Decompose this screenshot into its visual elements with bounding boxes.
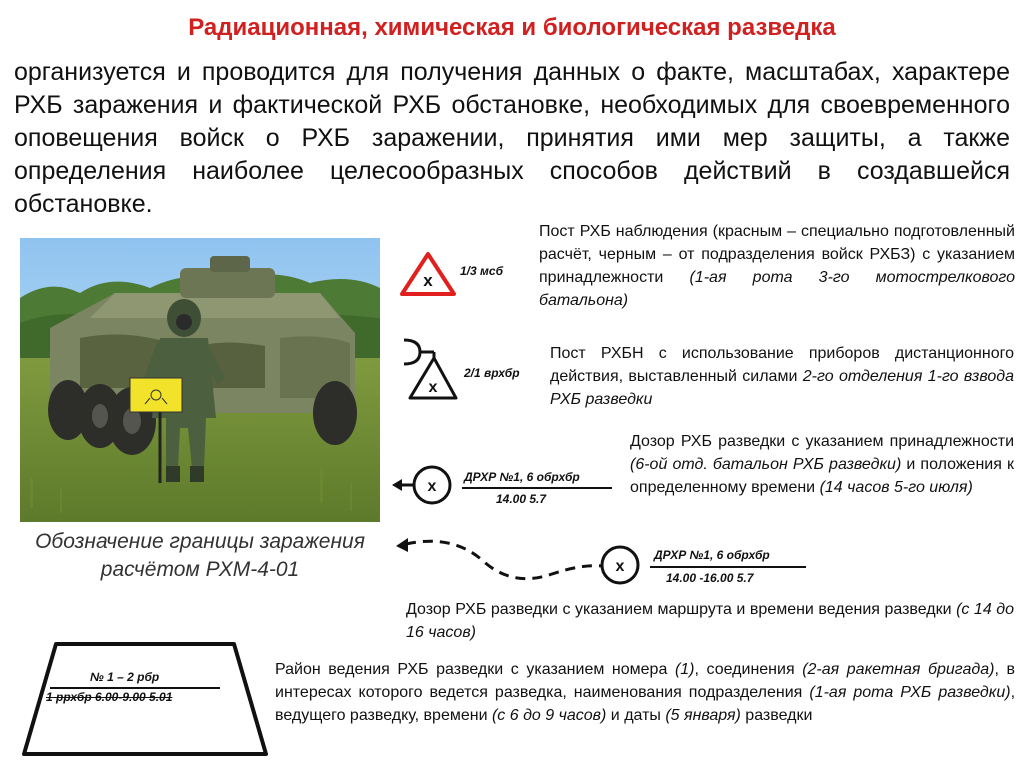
page-title: Радиационная, химическая и биологическая разведка — [188, 14, 836, 41]
description-part: , соединения — [694, 661, 803, 678]
rkhb-post-red-triangle-icon — [398, 250, 458, 298]
photo-armored-vehicle-soldier — [20, 238, 380, 522]
description-part: Пост РХБН с использование приборов дистанционного действия, выставленный силами — [550, 345, 1014, 385]
symbol-label: ДРХР №1, 6 обрхбр — [464, 470, 580, 484]
description-part: и даты — [606, 707, 666, 724]
description-part: и положения к определенному времени — [630, 456, 1014, 496]
description-italic-part: (14 часов 5-го июля) — [819, 479, 973, 496]
description-patrol-position — [630, 430, 1014, 499]
description-patrol-route — [406, 598, 1014, 644]
symbol-letter: х — [423, 271, 433, 290]
symbol-label: 2/1 врхбр — [464, 366, 520, 380]
symbol-letter: х — [428, 379, 438, 396]
area-label-line2: 1 ррхбр 6.00-9.00 5.01 — [46, 690, 173, 704]
rkhb-remote-post-icon — [400, 330, 460, 402]
description-recon-area — [275, 658, 1015, 727]
intro-paragraph: организуется и проводится для получения данных о факте, масштабах, характере РХБ заражения и фактической РХБ обстановке, необходимых для своевременного оповещения войск о РХБ заражении, принятия ими мер защиты, а также определения наиболее целесообразных способов действий в создавшейся обстановке. — [14, 58, 1010, 218]
description-italic-part: 2-го отделения 1-го взвода РХБ разведки — [550, 368, 1015, 408]
description-rkhbn-post — [550, 342, 1014, 411]
patrol-circle-icon — [390, 462, 460, 508]
description-italic-part: (с 6 до 9 часов) — [491, 707, 607, 724]
description-italic-part: (6-ой отд. батальон РХБ разведки) — [630, 456, 902, 473]
symbol-letter: х — [615, 558, 625, 575]
description-part: , в интересах которого ведется разведка, наименования подразделения — [275, 661, 1016, 701]
symbol-letter: х — [427, 478, 437, 495]
area-underline — [50, 687, 220, 689]
description-part: разведки — [740, 707, 813, 724]
description-rkhb-post — [539, 220, 1015, 312]
symbol-underline — [650, 566, 806, 568]
description-part: Дозор РХБ разведки с указанием принадлежности — [630, 433, 1014, 450]
description-italic-part: (с 14 до 16 часов) — [406, 601, 1014, 641]
patrol-route-icon — [392, 530, 642, 592]
description-italic-part: (1) — [674, 661, 695, 678]
symbol-label: 1/3 мсб — [460, 264, 503, 278]
description-part: Дозор РХБ разведки с указанием маршрута и времени ведения разведки — [406, 601, 957, 618]
symbol-time: 14.00 5.7 — [496, 492, 547, 506]
symbol-time: 14.00 -16.00 5.7 — [666, 571, 754, 585]
description-part: , ведущего разведку, времени — [275, 684, 1016, 724]
description-part: Пост РХБ наблюдения (красным – специально подготовленный расчёт, черным – от подразделения войск РХБЗ) с указанием принадлежности — [539, 223, 1015, 286]
description-part: Район ведения РХБ разведки с указанием номера — [275, 661, 675, 678]
description-italic-part: (2-ая ракетная бригада) — [802, 661, 995, 678]
symbol-underline — [462, 487, 612, 489]
description-italic-part: (1-ая рота 3-го мотострелкового батальона) — [539, 269, 1015, 309]
description-italic-part: (5 января) — [665, 707, 741, 724]
photo-caption: Обозначение границы заражения расчётом РХМ-4-01 — [35, 530, 365, 581]
description-italic-part: (1-ая рота РХБ разведки) — [809, 684, 1011, 701]
area-label-line1: № 1 – 2 рбр — [90, 670, 160, 684]
symbol-label: ДРХР №1, 6 обрхбр — [654, 548, 770, 562]
